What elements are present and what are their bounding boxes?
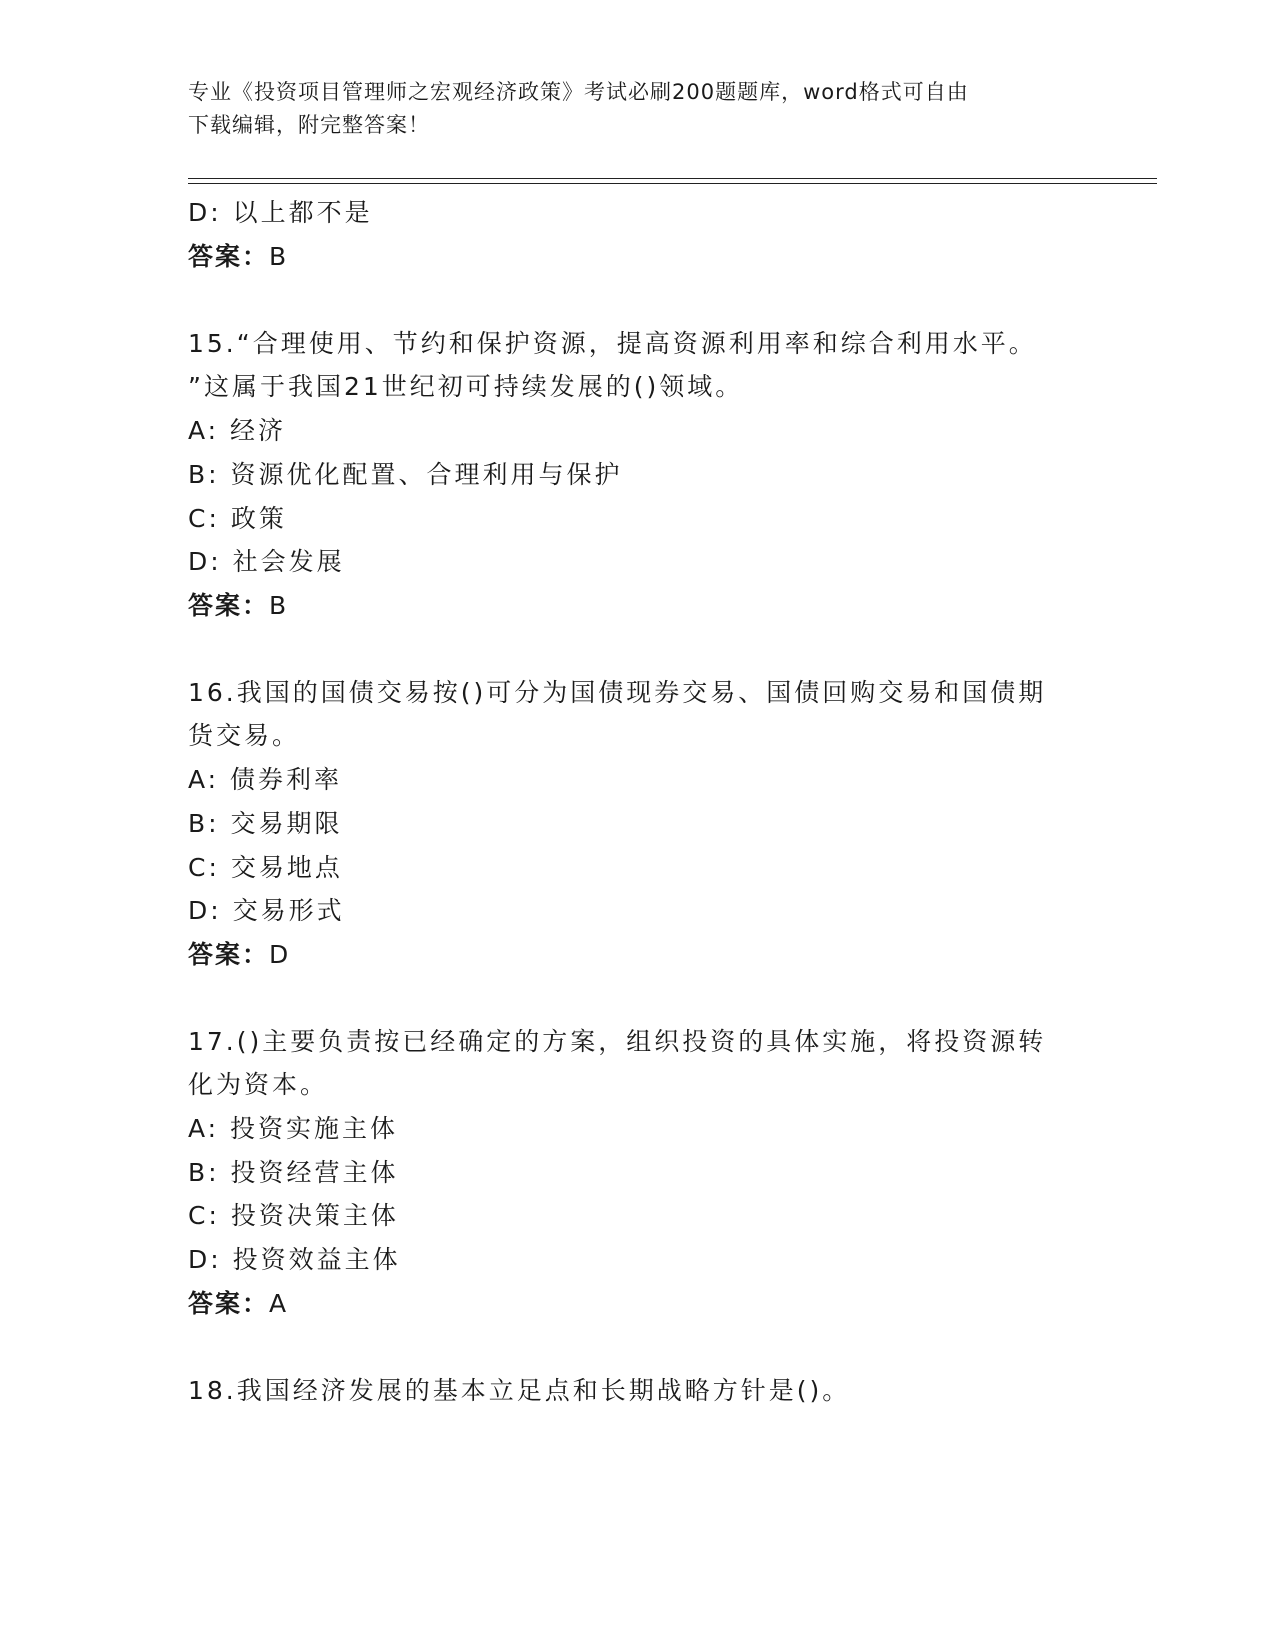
option-d: D: 投资效益主体 xyxy=(188,1245,401,1274)
option-d: D: 以上都不是 xyxy=(188,198,373,227)
answer-label: 答案： xyxy=(188,940,270,969)
header-rule-top xyxy=(188,178,1157,179)
option-c: C: 投资决策主体 xyxy=(188,1201,399,1230)
answer-label: 答案： xyxy=(188,591,270,620)
option-d: D: 社会发展 xyxy=(188,547,345,576)
page-header xyxy=(188,76,1078,142)
option-d: D: 交易形式 xyxy=(188,896,345,925)
answer-value: B xyxy=(269,242,289,271)
question-stem-line-1: 17.()主要负责按已经确定的方案，组织投资的具体实施，将投资源转 xyxy=(188,1027,1047,1056)
answer-value: B xyxy=(269,591,289,620)
option-c: C: 政策 xyxy=(188,504,287,533)
header-line-1: 专业《投资项目管理师之宏观经济政策》考试必刷200题题库，word格式可自由 xyxy=(188,80,969,104)
question-stem-line-1: 15.“合理使用、节约和保护资源，提高资源利用率和综合利用水平。 xyxy=(188,329,1037,358)
question-stem-line-1: 16.我国的国债交易按()可分为国债现券交易、国债回购交易和国债期 xyxy=(188,678,1047,707)
question-stem-line-2: 化为资本。 xyxy=(188,1070,329,1099)
option-a: A: 经济 xyxy=(188,416,287,445)
question-stem-line-2: ”这属于我国21世纪初可持续发展的()领域。 xyxy=(188,372,744,401)
answer-line xyxy=(188,586,288,622)
option-a: A: 债券利率 xyxy=(188,765,343,794)
answer-value: A xyxy=(269,1289,289,1318)
option-a: A: 投资实施主体 xyxy=(188,1114,399,1143)
question-stem-line-2: 货交易。 xyxy=(188,721,301,750)
option-b: B: 资源优化配置、合理利用与保护 xyxy=(188,460,623,489)
answer-label: 答案： xyxy=(188,242,270,271)
option-b: B: 投资经营主体 xyxy=(188,1158,399,1187)
answer-line xyxy=(188,237,288,273)
header-line-2: 下载编辑，附完整答案！ xyxy=(188,113,430,137)
answer-line xyxy=(188,935,290,971)
question-stem-line-1: 18.我国经济发展的基本立足点和长期战略方针是()。 xyxy=(188,1376,851,1405)
answer-value: D xyxy=(269,940,291,969)
option-c: C: 交易地点 xyxy=(188,853,343,882)
option-b: B: 交易期限 xyxy=(188,809,343,838)
answer-label: 答案： xyxy=(188,1289,270,1318)
header-rule-bottom xyxy=(188,183,1157,184)
answer-line xyxy=(188,1284,288,1320)
